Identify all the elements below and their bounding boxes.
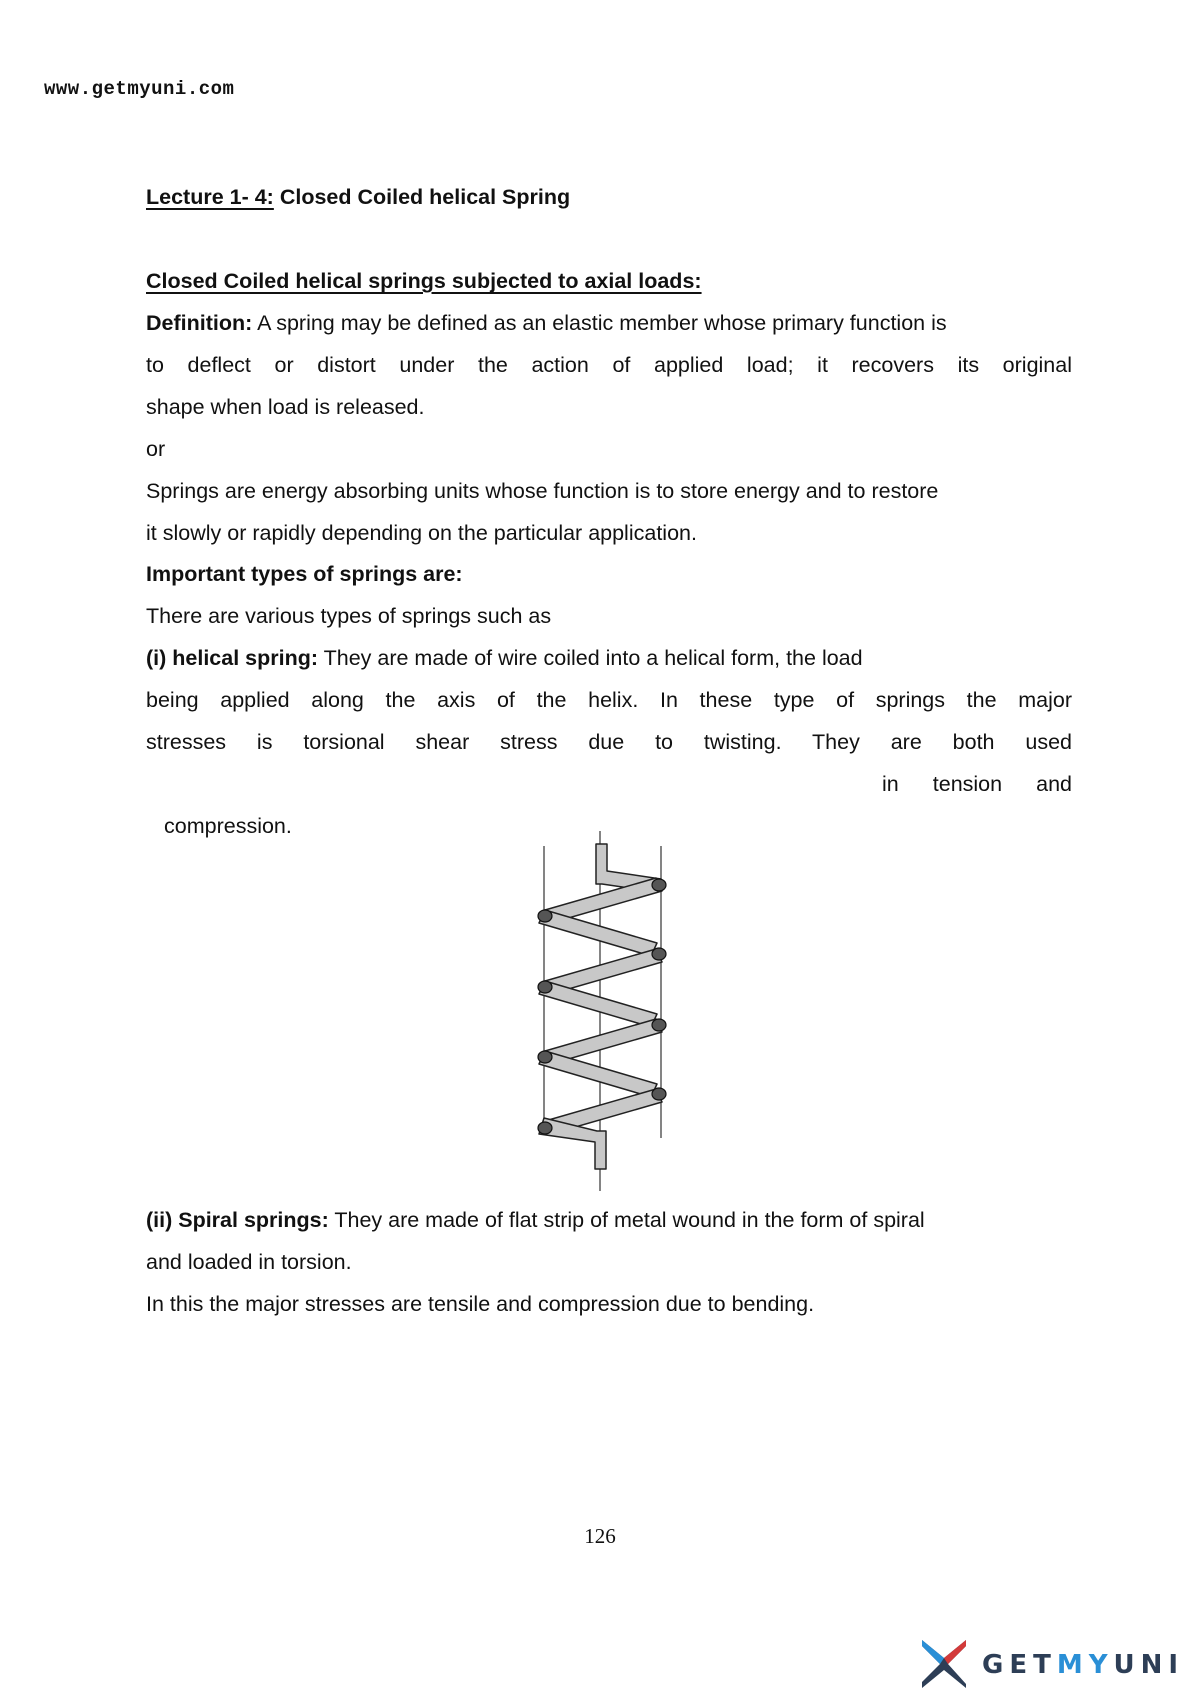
- helical-spring-figure: [520, 826, 680, 1196]
- energy-line-2: it slowly or rapidly depending on the particular application.: [146, 521, 697, 545]
- helical-line-4: in tension and: [882, 772, 1072, 796]
- getmyuni-logo: [918, 1636, 1185, 1692]
- definition-line-2: to deflect or distort under the action of applied load; it recovers its original: [146, 353, 1072, 377]
- site-url: www.getmyuni.com: [44, 78, 235, 100]
- definition-line-1: Definition: A spring may be defined as an elastic member whose primary function is: [146, 311, 947, 335]
- logo-text: GETMYUNI: [982, 1650, 1185, 1680]
- helical-line-3: stresses is torsional shear stress due to twisting. They are both used: [146, 730, 1072, 754]
- helical-line-1: (i) helical spring: They are made of wire coiled into a helical form, the load: [146, 646, 863, 670]
- energy-line-1: Springs are energy absorbing units whose function is to store energy and to restore: [146, 479, 939, 503]
- types-intro: There are various types of springs such as: [146, 604, 552, 628]
- spiral-line-1: (ii) Spiral springs: They are made of flat strip of metal wound in the form of spiral: [146, 1208, 925, 1232]
- lecture-title-label: Lecture 1- 4:: [146, 185, 274, 209]
- spiral-label: (ii) Spiral springs:: [146, 1208, 329, 1232]
- section-heading: Closed Coiled helical springs subjected to axial loads:: [146, 269, 702, 293]
- or-text: or: [146, 437, 166, 461]
- helical-line-2: being applied along the axis of the helix. In these type of springs the major: [146, 688, 1072, 712]
- definition-label: Definition:: [146, 311, 253, 335]
- types-heading: Important types of springs are:: [146, 562, 463, 586]
- page-number: 126: [584, 1524, 616, 1548]
- lecture-title: [146, 184, 1072, 210]
- helical-label: (i) helical spring:: [146, 646, 319, 670]
- spiral-line-2: and loaded in torsion.: [146, 1250, 352, 1274]
- definition-line-3: shape when load is released.: [146, 395, 425, 419]
- logo-x-icon: [918, 1636, 970, 1692]
- lecture-title-text: Closed Coiled helical Spring: [273, 185, 571, 209]
- spiral-line-3: In this the major stresses are tensile and compression due to bending.: [146, 1292, 815, 1316]
- helical-line-5: compression.: [164, 814, 292, 838]
